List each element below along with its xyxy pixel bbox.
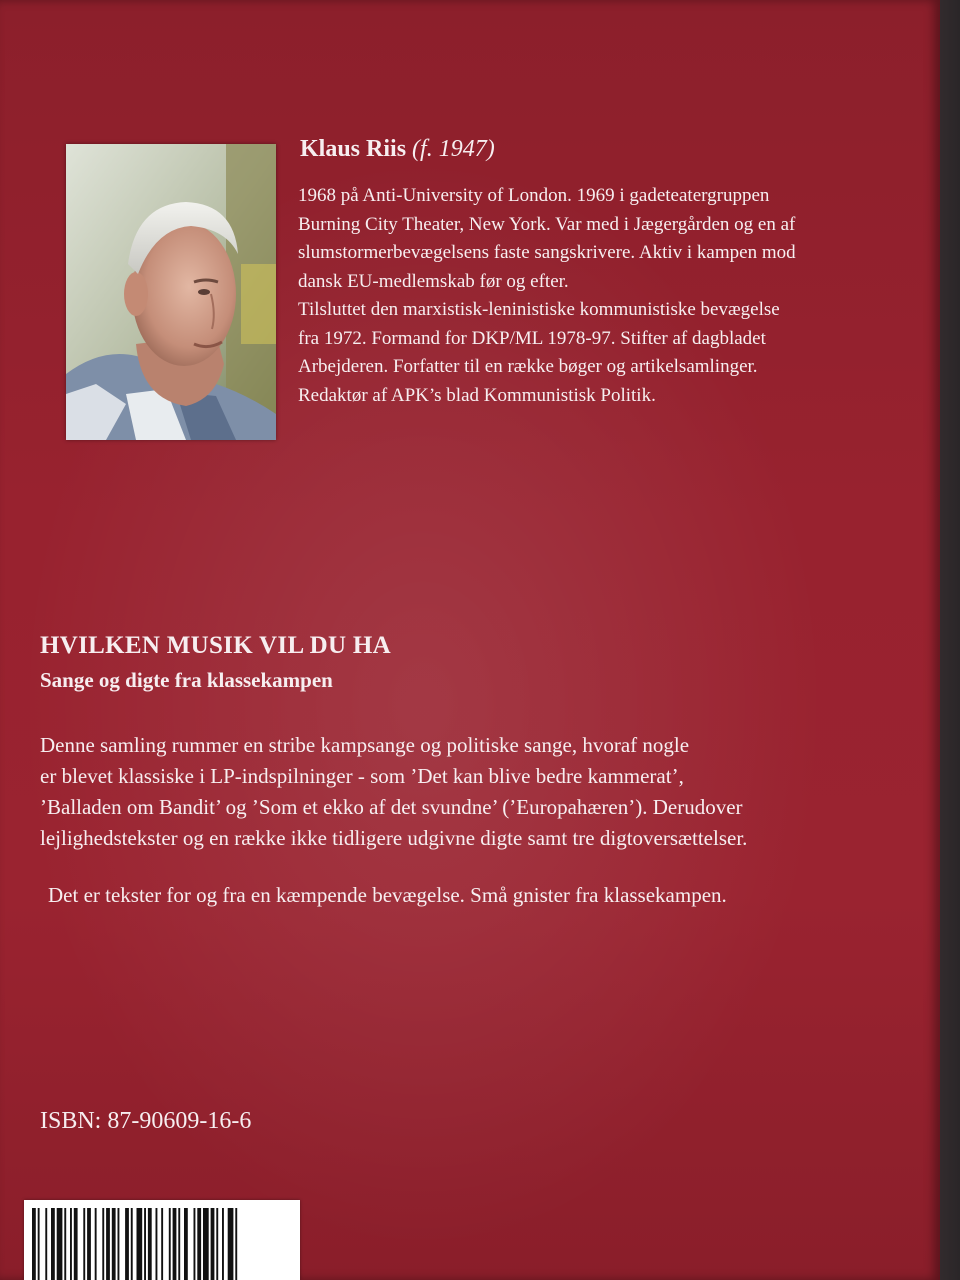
barcode — [24, 1200, 300, 1280]
bio-line: slumstormerbevægelsens faste sangskrivere. Aktiv i kampen mod — [298, 242, 796, 263]
author-name: Klaus Riis — [300, 136, 407, 162]
book-description — [40, 730, 900, 854]
description-line: Denne samling rummer en stribe kampsange og politiske sange, hvoraf nogle — [40, 733, 690, 757]
bio-line: dansk EU-medlemskab før og efter. — [298, 270, 569, 292]
bio-line: Arbejderen. Forfatter til en række bøger og artikelsamlinger. — [298, 356, 758, 377]
description-line: er blevet klassiske i LP-indspilninger - som ’Det kan blive bedre kammerat’, — [40, 764, 684, 788]
bio-line: Burning City Theater, New York. Var med i Jægergården og en af — [298, 213, 796, 235]
book-title: HVILKEN MUSIK VIL DU HA — [40, 632, 391, 659]
author-photo — [66, 144, 276, 440]
book-tagline: Det er tekster for og fra en kæmpende bevægelse. Små gnister fra klassekampen. — [48, 883, 727, 907]
description-line: lejlighedstekster og en række ikke tidligere udgivne digte samt tre digtoversættelser. — [40, 826, 748, 850]
bio-line: Tilsluttet den marxistisk-leninistiske kommunistiske bevægelse — [298, 299, 780, 320]
description-line: ’Balladen om Bandit’ og ’Som et ekko af det svundne’ (’Europahæren’). Derudover — [40, 795, 743, 819]
author-years: (f. 1947) — [412, 136, 495, 162]
bio-line: fra 1972. Formand for DKP/ML 1978-97. Stifter af dagbladet — [298, 327, 766, 349]
bio-line: Redaktør af APK’s blad Kommunistisk Politik. — [298, 384, 656, 406]
author-name-line — [300, 136, 495, 163]
book-subtitle: Sange og digte fra klassekampen — [40, 668, 333, 692]
isbn-number: ISBN: 87-90609-16-6 — [40, 1108, 252, 1134]
bio-line: 1968 på Anti-University of London. 1969 i gadeteatergruppen — [298, 185, 770, 206]
author-bio — [298, 182, 898, 410]
